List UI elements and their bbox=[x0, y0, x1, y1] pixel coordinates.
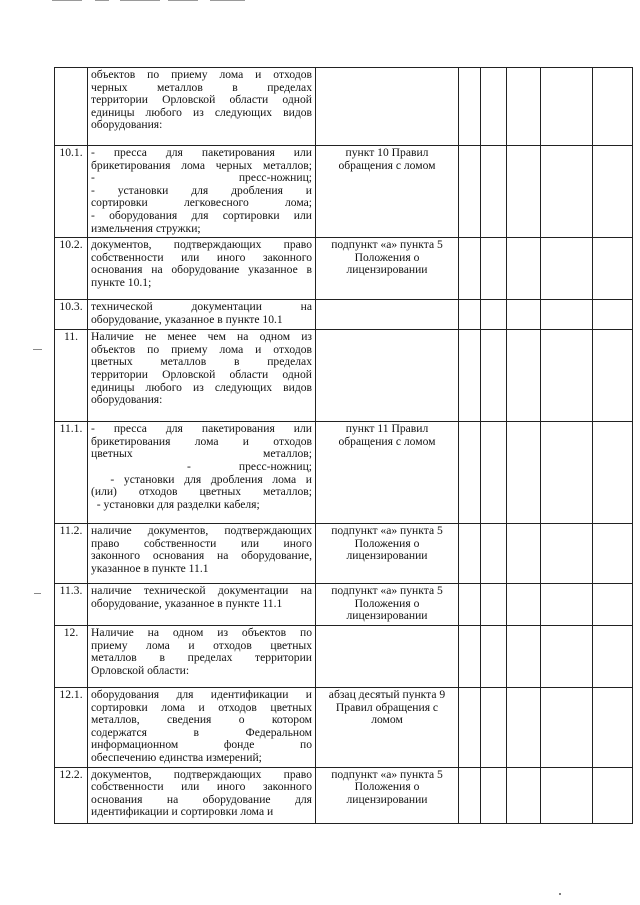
requirement-line: единицы любого из следующих видов bbox=[91, 380, 312, 394]
requirement-line: документов, подтверждающих право bbox=[91, 767, 312, 781]
legal-reference bbox=[316, 330, 459, 422]
empty-cell bbox=[541, 584, 593, 626]
requirement-line: территории Орловской области одной bbox=[91, 367, 312, 381]
empty-cell bbox=[481, 584, 507, 626]
requirement-line: брикетирования лома и отходов bbox=[91, 434, 312, 448]
requirement-line: металлов, сведения о котором bbox=[91, 713, 312, 727]
requirement-line: брикетирования лома черных металлов; bbox=[91, 158, 312, 172]
table-row bbox=[55, 584, 633, 626]
requirement-line: основания на оборудование указанное в bbox=[91, 263, 312, 277]
empty-cell bbox=[593, 584, 633, 626]
requirements-table bbox=[54, 67, 633, 824]
requirement-line: - установки для дробления лома и bbox=[91, 472, 312, 486]
item-number: 10.2. bbox=[55, 238, 88, 300]
empty-cell bbox=[541, 146, 593, 238]
requirement-line: информационном фонде по bbox=[91, 738, 312, 752]
requirement-line: оборудования: bbox=[91, 393, 163, 407]
empty-cell bbox=[507, 330, 541, 422]
empty-cell bbox=[459, 687, 481, 767]
reference-line: Положения о bbox=[354, 596, 420, 610]
scan-artifact bbox=[168, 0, 198, 1]
reference-line: пункт 10 Правил bbox=[345, 146, 429, 159]
legal-reference bbox=[316, 422, 459, 524]
empty-cell bbox=[593, 330, 633, 422]
requirement-line: собственности или иного законного bbox=[91, 250, 312, 264]
requirement-line: территории Орловской области одной bbox=[91, 93, 312, 107]
requirement-text bbox=[88, 68, 316, 146]
reference-line: Положения о bbox=[354, 536, 420, 550]
requirement-line: объектов по приему лома и отходов bbox=[91, 68, 312, 81]
empty-cell bbox=[541, 238, 593, 300]
empty-cell bbox=[459, 330, 481, 422]
empty-cell bbox=[481, 238, 507, 300]
requirement-line: обеспечению единства измерений; bbox=[91, 750, 262, 764]
legal-reference bbox=[316, 767, 459, 823]
requirement-line: - пресс-ножниц; bbox=[91, 171, 312, 185]
table-row bbox=[55, 625, 633, 687]
empty-cell bbox=[507, 238, 541, 300]
empty-cell bbox=[593, 524, 633, 584]
requirement-line: наличие документов, подтверждающих bbox=[91, 524, 312, 538]
empty-cell bbox=[541, 625, 593, 687]
item-number: 11.2. bbox=[55, 524, 88, 584]
table-row bbox=[55, 238, 633, 300]
item-number: 11.1. bbox=[55, 422, 88, 524]
scan-artifact bbox=[52, 0, 82, 1]
table-row bbox=[55, 68, 633, 146]
empty-cell bbox=[507, 584, 541, 626]
reference-line: Положения о bbox=[354, 780, 420, 794]
scan-artifact bbox=[210, 0, 245, 1]
reference-line: лицензировании bbox=[346, 792, 428, 806]
empty-cell bbox=[593, 422, 633, 524]
empty-cell bbox=[481, 300, 507, 330]
reference-line: подпункт «а» пункта 5 bbox=[331, 767, 443, 781]
requirement-line: оборудования для идентификации и bbox=[91, 687, 312, 701]
empty-cell bbox=[481, 68, 507, 146]
item-number: 12. bbox=[55, 625, 88, 687]
requirement-line: идентификации и сортировки лома и bbox=[91, 805, 274, 819]
empty-cell bbox=[593, 146, 633, 238]
requirement-line: документов, подтверждающих право bbox=[91, 238, 312, 252]
requirement-line: сортировки лома и отходов цветных bbox=[91, 700, 312, 714]
empty-cell bbox=[459, 422, 481, 524]
requirement-line: указанное в пункте 11.1 bbox=[91, 561, 209, 575]
empty-cell bbox=[593, 767, 633, 823]
legal-reference bbox=[316, 146, 459, 238]
margin-mark bbox=[34, 593, 41, 594]
reference-line: подпункт «а» пункта 5 bbox=[331, 524, 443, 538]
requirement-line: пункте 10.1; bbox=[91, 275, 152, 289]
empty-cell bbox=[507, 146, 541, 238]
item-number: 10.1. bbox=[55, 146, 88, 238]
table-row bbox=[55, 767, 633, 823]
requirement-text bbox=[88, 687, 316, 767]
table-row bbox=[55, 300, 633, 330]
requirement-line: основания на оборудование для bbox=[91, 792, 312, 806]
requirement-line: измельчения стружки; bbox=[91, 221, 201, 235]
requirement-line: содержатся в Федеральном bbox=[91, 725, 312, 739]
empty-cell bbox=[481, 767, 507, 823]
reference-line: лицензировании bbox=[346, 549, 428, 563]
item-number: 11.3. bbox=[55, 584, 88, 626]
requirement-text bbox=[88, 300, 316, 330]
item-number: 10.3. bbox=[55, 300, 88, 330]
empty-cell bbox=[507, 767, 541, 823]
empty-cell bbox=[593, 687, 633, 767]
requirement-line: - пресса для пакетирования или bbox=[91, 146, 312, 159]
reference-line: абзац десятый пункта 9 bbox=[328, 687, 446, 701]
reference-line: лицензировании bbox=[346, 263, 428, 277]
scan-artifact bbox=[120, 0, 160, 1]
empty-cell bbox=[459, 524, 481, 584]
requirement-line: технической документации на bbox=[91, 300, 312, 314]
requirement-line: - установки для разделки кабеля; bbox=[91, 497, 260, 511]
legal-reference bbox=[316, 524, 459, 584]
empty-cell bbox=[507, 68, 541, 146]
requirement-line: единицы любого из следующих видов bbox=[91, 105, 312, 119]
requirement-text bbox=[88, 422, 316, 524]
requirement-text bbox=[88, 146, 316, 238]
requirement-text bbox=[88, 625, 316, 687]
requirement-line: - установки для дробления и bbox=[91, 183, 312, 197]
reference-line: пункт 11 Правил bbox=[345, 422, 429, 436]
requirement-line: сортировки легковесного лома; bbox=[91, 196, 312, 210]
empty-cell bbox=[507, 687, 541, 767]
empty-cell bbox=[541, 68, 593, 146]
requirement-line: Орловской области: bbox=[91, 663, 190, 677]
empty-cell bbox=[459, 767, 481, 823]
reference-line: обращения с ломом bbox=[338, 434, 436, 448]
empty-cell bbox=[481, 330, 507, 422]
requirement-line: - пресс-ножниц; bbox=[91, 459, 313, 473]
legal-reference bbox=[316, 300, 459, 330]
empty-cell bbox=[459, 584, 481, 626]
table-row bbox=[55, 330, 633, 422]
empty-cell bbox=[459, 300, 481, 330]
requirement-line: - оборудования для сортировки или bbox=[91, 208, 312, 222]
item-number: 12.1. bbox=[55, 687, 88, 767]
item-number: 11. bbox=[55, 330, 88, 422]
requirement-line: черных металлов в пределах bbox=[91, 80, 312, 94]
requirement-line: оборудование, указанное в пункте 10.1 bbox=[91, 312, 283, 326]
empty-cell bbox=[481, 524, 507, 584]
reference-line: лицензировании bbox=[346, 609, 428, 623]
scan-dot bbox=[559, 893, 561, 895]
empty-cell bbox=[593, 238, 633, 300]
empty-cell bbox=[481, 422, 507, 524]
empty-cell bbox=[593, 300, 633, 330]
empty-cell bbox=[481, 687, 507, 767]
empty-cell bbox=[541, 524, 593, 584]
legal-reference bbox=[316, 625, 459, 687]
empty-cell bbox=[593, 625, 633, 687]
empty-cell bbox=[541, 767, 593, 823]
requirement-line: оборудование, указанное в пункте 11.1 bbox=[91, 596, 283, 610]
empty-cell bbox=[541, 300, 593, 330]
requirement-line: объектов по приему лома и отходов bbox=[91, 342, 312, 356]
requirement-text bbox=[88, 767, 316, 823]
empty-cell bbox=[459, 146, 481, 238]
reference-line: подпункт «а» пункта 5 bbox=[331, 238, 443, 252]
scan-artifact bbox=[95, 0, 109, 1]
reference-line: ломом bbox=[371, 713, 403, 727]
requirement-line: приему лома и отходов цветных bbox=[91, 638, 312, 652]
legal-reference bbox=[316, 68, 459, 146]
legal-reference bbox=[316, 238, 459, 300]
requirement-text bbox=[88, 524, 316, 584]
requirement-line: (или) отходов цветных металлов; bbox=[91, 485, 312, 499]
requirement-line: наличие технической документации на bbox=[91, 584, 312, 598]
empty-cell bbox=[507, 625, 541, 687]
requirement-line: - пресса для пакетирования или bbox=[91, 422, 312, 436]
empty-cell bbox=[541, 422, 593, 524]
empty-cell bbox=[593, 68, 633, 146]
empty-cell bbox=[541, 330, 593, 422]
empty-cell bbox=[459, 238, 481, 300]
requirement-text bbox=[88, 584, 316, 626]
margin-mark bbox=[33, 349, 42, 350]
requirement-line: оборудования: bbox=[91, 118, 163, 132]
reference-line: подпункт «а» пункта 5 bbox=[331, 584, 443, 598]
requirement-line: собственности или иного законного bbox=[91, 780, 312, 794]
requirement-line: право собственности или иного bbox=[91, 536, 312, 550]
requirement-line: цветных металлов в пределах bbox=[91, 355, 312, 369]
table-row bbox=[55, 422, 633, 524]
legal-reference bbox=[316, 584, 459, 626]
table-row bbox=[55, 524, 633, 584]
requirement-line: металлов в пределах территории bbox=[91, 651, 312, 665]
reference-line: Правил обращения с bbox=[335, 700, 439, 714]
reference-line: Положения о bbox=[354, 250, 420, 264]
empty-cell bbox=[481, 625, 507, 687]
empty-cell bbox=[507, 524, 541, 584]
requirement-text bbox=[88, 238, 316, 300]
requirement-line: цветных металлов; bbox=[91, 447, 312, 461]
empty-cell bbox=[459, 625, 481, 687]
empty-cell bbox=[507, 300, 541, 330]
requirement-text bbox=[88, 330, 316, 422]
item-number bbox=[55, 68, 88, 146]
requirement-line: Наличие на одном из объектов по bbox=[91, 625, 312, 639]
requirement-line: законного основания на оборудование, bbox=[91, 549, 312, 563]
reference-line: обращения с ломом bbox=[338, 158, 436, 172]
table-row bbox=[55, 687, 633, 767]
requirement-line: Наличие не менее чем на одном из bbox=[91, 330, 312, 344]
empty-cell bbox=[481, 146, 507, 238]
table-row bbox=[55, 146, 633, 238]
empty-cell bbox=[507, 422, 541, 524]
legal-reference bbox=[316, 687, 459, 767]
empty-cell bbox=[459, 68, 481, 146]
item-number: 12.2. bbox=[55, 767, 88, 823]
empty-cell bbox=[541, 687, 593, 767]
